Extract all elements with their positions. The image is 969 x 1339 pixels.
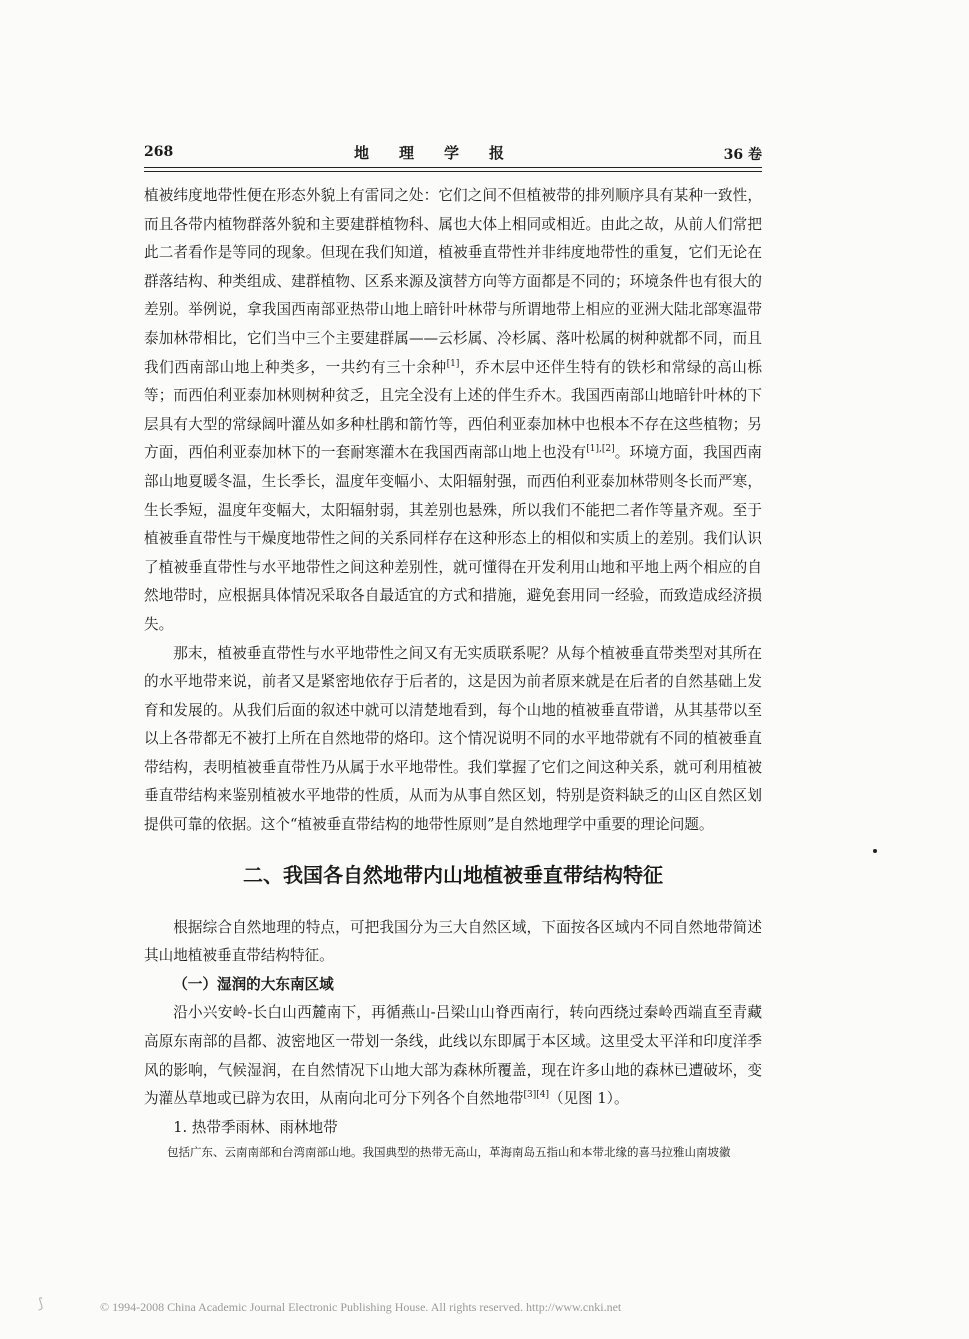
publisher-logo-icon: ⟆ [38, 1296, 44, 1312]
paragraph: 沿小兴安岭-长白山西麓南下，再循燕山-吕梁山山脊西南行，转向西绕过秦岭西端直至青藏高原东南部的昌都、波密地区一带划一条线，此线以东即属于本区域。这里受太平洋和印度洋季风的影响，气候湿润，在自然情况下山地大部为森林所覆盖，现在许多山地的森林已遭破坏，变为灌丛草地或已辟为农田，从南向北可分下列各个自然地带[3][4]（见图 1）。 [144, 1004, 762, 1108]
article-body [144, 182, 762, 1162]
scan-speck [873, 849, 877, 853]
copyright-footer: © 1994-2008 China Academic Journal Electronic Publishing House. All rights reserved. http://www.cnki.net [100, 1300, 622, 1314]
section-heading: 二、我国各自然地带内山地植被垂直带结构特征 [243, 862, 663, 887]
citation-ref[interactable]: [1],[2] [586, 444, 615, 455]
citation-ref[interactable]: [3][4] [523, 1090, 549, 1101]
item-heading: 1. 热带季雨林、雨林地带 [173, 1118, 338, 1136]
running-header [144, 140, 762, 166]
volume-label: 36 卷 [723, 147, 762, 163]
paragraph: 那末，植被垂直带性与水平地带性之间又有无实质联系呢？从每个植被垂直带类型对其所在的水平地带来说，前者又是紧密地依存于后者的，这是因为前者原来就是在后者的自然基础上发育和发展的。从我们后面的叙述中就可以清楚地看到，每个山地的植被垂直带谱，从其基带以至以上各带都无不被打上所在自然地带的烙印。这个情况说明不同的水平地带就有不同的植被垂直带结构，表明植被垂直带性乃从属于水平地带性。我们掌握了它们之间这种关系，就可利用植被垂直带结构来鉴别植被水平地带的性质，从而为从事自然区划，特别是资料缺乏的山区自然区划提供可靠的依据。这个“植被垂直带结构的地带性原则”是自然地理学中重要的理论问题。 [144, 644, 762, 834]
paragraph: 根据综合自然地理的特点，可把我国分为三大自然区域，下面按各区域内不同自然地带简述其山地植被垂直带结构特征。 [144, 918, 762, 965]
header-rule-thick [144, 167, 762, 168]
journal-title: 地理学报 [354, 144, 535, 162]
paragraph-continuation: 植被纬度地带性便在形态外貌上有雷同之处：它们之间不但植被带的排列顺序具有某种一致性，而且各带内植物群落外貌和主要建群植物科、属也大体上相同或相近。由此之故，从前人们常把此二者看作是等同的现象。但现在我们知道，植被垂直带性并非纬度地带性的重复，它们无论在群落结构、种类组成、建群植物、区系来源及演替方向等方面都是不同的；环境条件也有很大的差别。举例说，拿我国西南部亚热带山地上暗针叶林带与所谓地带上相应的亚洲大陆北部寒温带泰加林带相比，它们当中三个主要建群属——云杉属、冷杉属、落叶松属的树种就都不同，而且我们西南部山地上种类多，一共约有三十余种[1]，乔木层中还伴生特有的铁杉和常绿的高山栎等；而西伯利亚泰加林则树种贫乏，且完全没有上述的伴生乔木。我国西南部山地暗针叶林的下层具有大型的常绿阔叶灌丛如多种杜鹃和箭竹等，西伯利亚泰加林中也根本不存在这些植物；另方面，西伯利亚泰加林下的一套耐寒灌木在我国西南部山地上也没有[1],[2]。环境方面，我国西南部山地夏暖冬温，生长季长，温度年变幅小、太阳辐射强，而西伯利亚泰加林带则冬长而严寒，生长季短，温度年变幅大，太阳辐射弱，其差别也悬殊，所以我们不能把二者作等量齐观。至于植被垂直带性与干燥度地带性之间的关系同样存在这种形态上的相似和实质上的差别。我们认识了植被垂直带性与水平地带性之间这种差别性，就可懂得在开发利用山地和平地上两个相应的自然地带时，应根据具体情况采取各自最适宜的方式和措施，避免套用同一经验，而致造成经济损失。 [144, 187, 762, 633]
header-rule-thin [144, 171, 762, 172]
citation-ref[interactable]: [1] [446, 358, 460, 369]
page-number: 268 [144, 144, 174, 160]
subsection-heading: （一）湿润的大东南区域 [173, 975, 334, 993]
footnote: 包括广东、云南南部和台湾南部山地。我国典型的热带无高山，革海南岛五指山和本带北缘的喜马拉雅山南坡徽 [167, 1145, 731, 1160]
